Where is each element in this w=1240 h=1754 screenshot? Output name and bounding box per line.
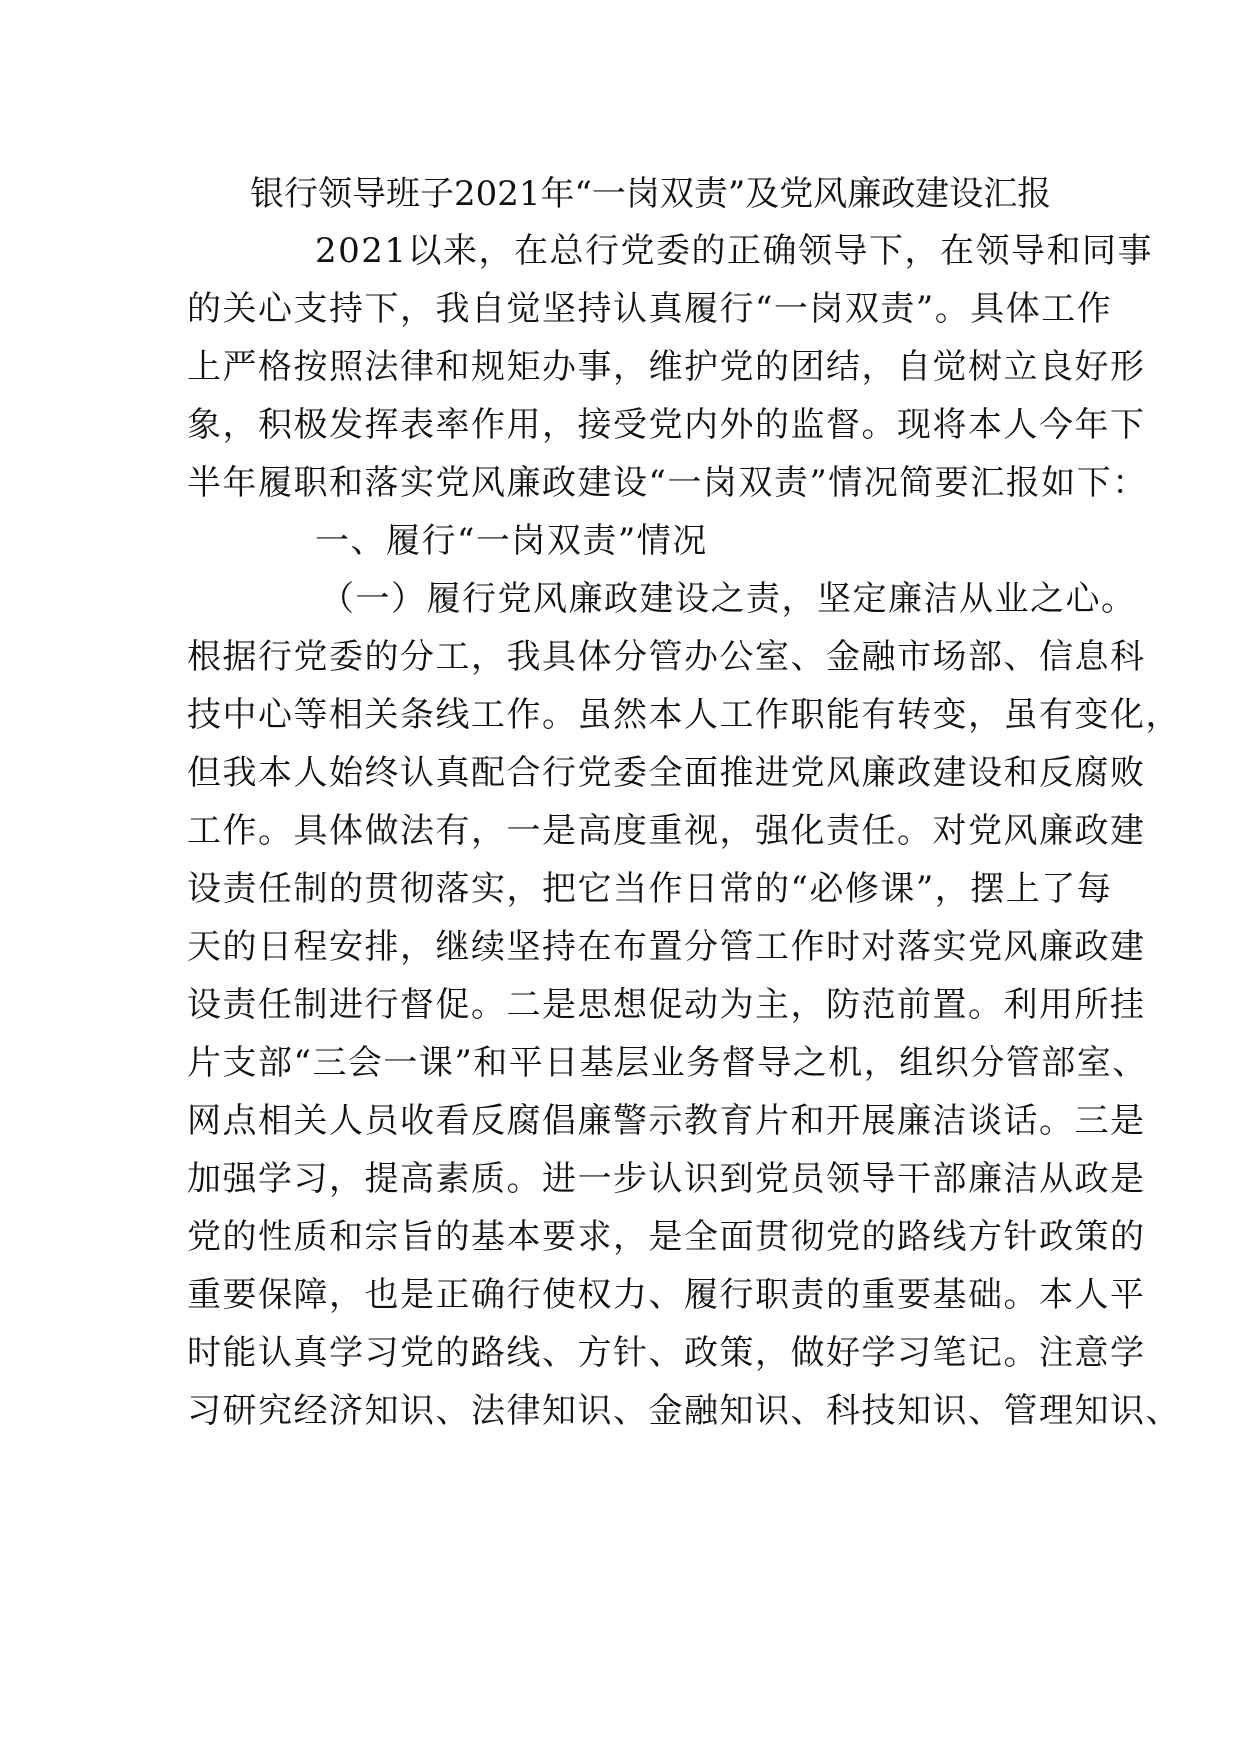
subsection-heading: （一）履行党风廉政建设之责，坚定廉洁从业之心。 xyxy=(320,579,1137,619)
paragraph-line: 根据行党委的分工，我具体分管办公室、金融市场部、信息科 xyxy=(187,637,1146,677)
paragraph-line: 习研究经济知识、法律知识、金融知识、科技知识、管理知识、 xyxy=(187,1391,1181,1431)
paragraph-line: 党的性质和宗旨的基本要求，是全面贯彻党的路线方针政策的 xyxy=(187,1217,1146,1257)
paragraph-line: 加强学习，提高素质。进一步认识到党员领导干部廉洁从政是 xyxy=(187,1159,1146,1199)
paragraph-line: 半年履职和落实党风廉政建设“一岗双责”情况简要汇报如下： xyxy=(187,463,1148,503)
paragraph-line: 但我本人始终认真配合行党委全面推进党风廉政建设和反腐败 xyxy=(187,753,1146,793)
paragraph-line: 技中心等相关条线工作。虽然本人工作职能有转变，虽有变化， xyxy=(187,695,1181,735)
paragraph-line: 网点相关人员收看反腐倡廉警示教育片和开展廉洁谈话。三是 xyxy=(187,1101,1146,1141)
paragraph-line: 上严格按照法律和规矩办事，维护党的团结，自觉树立良好形 xyxy=(187,347,1146,387)
paragraph-line: 工作。具体做法有，一是高度重视，强化责任。对党风廉政建 xyxy=(187,811,1146,851)
paragraph-line: 设责任制的贯彻落实，把它当作日常的“必修课”，摆上了每 xyxy=(187,869,1113,909)
paragraph-line: 设责任制进行督促。二是思想促动为主，防范前置。利用所挂 xyxy=(187,985,1146,1025)
paragraph-line: 天的日程安排，继续坚持在布置分管工作时对落实党风廉政建 xyxy=(187,927,1146,967)
paragraph-line: 时能认真学习党的路线、方针、政策，做好学习笔记。注意学 xyxy=(187,1333,1146,1373)
section-heading: 一、履行“一岗双责”情况 xyxy=(315,521,708,561)
paragraph-line: 象，积极发挥表率作用，接受党内外的监督。现将本人今年下 xyxy=(187,405,1146,445)
document-title: 银行领导班子2021年“一岗双责”及党风廉政建设汇报 xyxy=(250,174,1052,214)
paragraph-line: 2021以来，在总行党委的正确领导下，在领导和同事 xyxy=(315,231,1154,271)
paragraph-line: 片支部“三会一课”和平日基层业务督导之机，组织分管部室、 xyxy=(187,1043,1148,1083)
paragraph-line: 的关心支持下，我自觉坚持认真履行“一岗双责”。具体工作 xyxy=(187,289,1113,329)
paragraph-line: 重要保障，也是正确行使权力、履行职责的重要基础。本人平 xyxy=(187,1275,1146,1315)
